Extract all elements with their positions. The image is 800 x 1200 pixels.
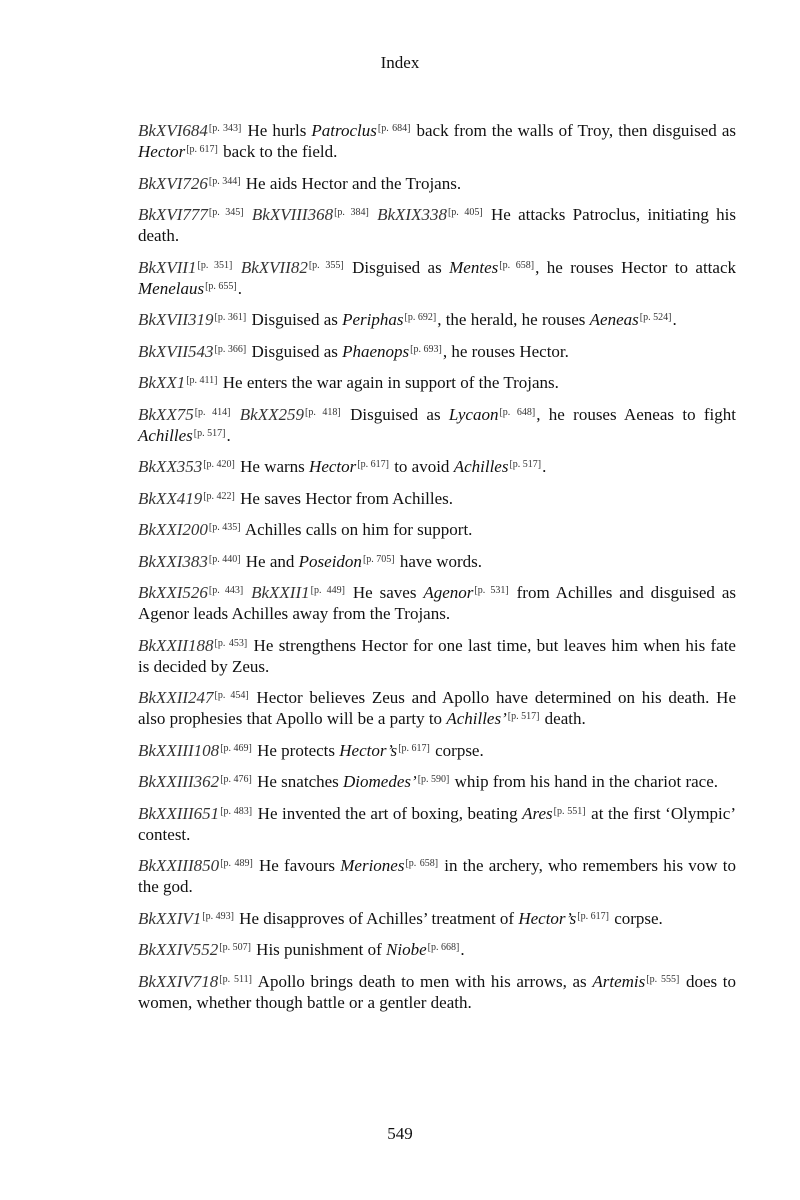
index-entry xyxy=(138,908,736,929)
page-reference[interactable]: [p. 366] xyxy=(214,343,247,355)
index-entry xyxy=(138,257,736,299)
page-reference[interactable]: [p. 705] xyxy=(362,553,395,565)
entry-text: corpse. xyxy=(609,908,663,928)
entry-text: He protects xyxy=(252,740,340,760)
index-entries xyxy=(138,120,736,1023)
page-reference[interactable]: [p. 617] xyxy=(577,910,609,922)
book-line-reference[interactable]: BkXXI383 xyxy=(138,551,208,571)
entry-text: . xyxy=(542,457,547,476)
page-reference[interactable]: [p. 344] xyxy=(208,175,241,187)
italic-name: Periphas xyxy=(342,310,404,329)
page-reference[interactable]: [p. 590] xyxy=(417,774,450,785)
entry-text: Apollo brings death to men with his arrows, as xyxy=(252,971,593,991)
book-line-reference[interactable]: BkXX353 xyxy=(138,457,203,476)
page-reference[interactable]: [p. 617] xyxy=(186,144,218,155)
book-line-reference[interactable]: BkXXIII850 xyxy=(138,856,220,875)
entry-text: He disapproves of Achilles’ treatment of xyxy=(234,908,519,928)
entry-text: He aids Hector and the Trojans. xyxy=(241,173,462,193)
entry-text: , he rouses Hector. xyxy=(442,341,569,361)
index-entry xyxy=(138,488,736,509)
entry-text xyxy=(245,205,252,224)
book-line-reference[interactable]: BkXVI777 xyxy=(138,205,208,224)
book-line-reference[interactable]: BkXVIII368 xyxy=(251,205,334,224)
page-reference[interactable]: [p. 551] xyxy=(553,805,586,817)
index-entry xyxy=(138,204,736,246)
page-reference[interactable]: [p. 469] xyxy=(220,742,252,754)
italic-name: Achilles’ xyxy=(446,709,507,728)
book-line-reference[interactable]: BkXVII82 xyxy=(240,257,308,277)
entry-text: whip from his hand in the chariot race. xyxy=(450,772,719,791)
entry-text: Achilles calls on him for support. xyxy=(241,520,473,539)
index-entry xyxy=(138,939,736,960)
entry-text: , he rouses Hector to attack xyxy=(535,257,736,277)
italic-name: Agenor xyxy=(423,583,474,602)
entry-text: He warns xyxy=(235,457,310,476)
page-reference[interactable]: [p. 440] xyxy=(208,553,241,565)
entry-text: , he rouses Aeneas to fight xyxy=(536,404,737,424)
index-entry xyxy=(138,551,736,572)
page-reference[interactable]: [p. 658] xyxy=(405,858,439,869)
page-reference[interactable]: [p. 345] xyxy=(208,207,244,218)
entry-text: back from the walls of Troy, then disguised as xyxy=(411,121,736,140)
italic-name: Phaenops xyxy=(342,341,410,361)
page-reference[interactable]: [p. 405] xyxy=(447,207,483,218)
entry-text: . xyxy=(237,278,243,298)
book-line-reference[interactable]: BkXX419 xyxy=(138,488,203,508)
page-reference[interactable]: [p. 493] xyxy=(202,910,234,922)
index-entry xyxy=(138,971,736,1013)
page-reference[interactable]: [p. 351] xyxy=(197,259,233,271)
page-number: 549 xyxy=(387,1124,413,1143)
italic-name: Artemis xyxy=(592,971,646,991)
book-line-reference[interactable]: BkXX259 xyxy=(239,404,304,424)
italic-name: Ares xyxy=(522,803,553,823)
entry-text: Disguised as xyxy=(341,404,449,424)
page-reference[interactable]: [p. 555] xyxy=(646,973,680,985)
entry-text: Disguised as xyxy=(247,310,343,329)
page-reference[interactable]: [p. 422] xyxy=(203,490,235,502)
italic-name: Menelaus xyxy=(138,278,205,298)
book-line-reference[interactable]: BkXVII543 xyxy=(138,341,214,361)
page-reference[interactable]: [p. 684] xyxy=(377,123,411,134)
book-line-reference[interactable]: BkXVI684 xyxy=(138,121,208,140)
index-entry xyxy=(138,173,736,194)
page-reference[interactable]: [p. 384] xyxy=(334,207,369,218)
entry-text: His punishment of xyxy=(251,940,387,959)
entry-text xyxy=(231,405,239,424)
italic-name: Diomedes’ xyxy=(343,772,417,791)
page-reference[interactable]: [p. 411] xyxy=(186,375,218,386)
book-line-reference[interactable]: BkXXIV718 xyxy=(138,971,219,991)
italic-name: Meriones xyxy=(340,856,405,875)
book-line-reference[interactable]: BkXXI200 xyxy=(138,520,208,539)
page-reference[interactable]: [p. 524] xyxy=(639,312,672,323)
entry-text: He snatches xyxy=(252,772,344,791)
page-reference[interactable]: [p. 443] xyxy=(208,585,244,596)
page-reference[interactable]: [p. 355] xyxy=(308,259,344,271)
entry-text: He enters the war again in support of the Trojans. xyxy=(218,373,559,392)
entry-text: have words. xyxy=(395,551,483,571)
index-entry xyxy=(138,803,736,845)
index-entry xyxy=(138,855,736,897)
entry-text: He invented the art of boxing, beating xyxy=(253,803,523,823)
index-entry xyxy=(138,404,736,446)
book-line-reference[interactable]: BkXVII319 xyxy=(138,310,214,329)
italic-name: Niobe xyxy=(386,940,427,959)
entry-text xyxy=(233,258,240,277)
page-reference[interactable]: [p. 361] xyxy=(214,312,247,323)
entry-text: death. xyxy=(540,709,586,728)
italic-name: Mentes xyxy=(449,257,499,277)
italic-name: Hector’s xyxy=(339,740,398,760)
entry-text: at the first ‘Olympic’ contest. xyxy=(138,803,736,844)
entry-text: He and xyxy=(241,551,299,571)
book-line-reference[interactable]: BkXXII247 xyxy=(138,688,214,707)
entry-text: . xyxy=(226,425,231,445)
italic-name: Poseidon xyxy=(298,551,362,571)
page-reference[interactable]: [p. 517] xyxy=(509,459,542,470)
italic-name: Achilles xyxy=(138,425,193,445)
page-reference[interactable]: [p. 507] xyxy=(219,942,251,953)
entry-text: Disguised as xyxy=(247,341,343,361)
index-entry xyxy=(138,635,736,677)
page-header: Index xyxy=(380,53,420,72)
page-reference[interactable]: [p. 668] xyxy=(427,942,460,953)
entry-text: He saves Hector from Achilles. xyxy=(235,488,454,508)
index-entry xyxy=(138,341,736,362)
book-line-reference[interactable]: BkXXII188 xyxy=(138,635,214,655)
italic-name: Hector xyxy=(309,457,357,476)
entry-text: He strengthens Hector for one last time, but leaves him when his fate is decided by Zeus. xyxy=(138,635,736,676)
entry-text: Hector believes Zeus and Apollo have determined on his death. He also prophesies that Apollo will be a party to xyxy=(138,688,736,728)
page-reference[interactable]: [p. 420] xyxy=(203,459,235,470)
entry-text: corpse. xyxy=(430,740,484,760)
page-reference[interactable]: [p. 435] xyxy=(208,522,241,533)
book-line-reference[interactable]: BkXVI726 xyxy=(138,173,208,193)
index-entry xyxy=(138,771,736,792)
book-line-reference[interactable]: BkXVII1 xyxy=(138,257,197,277)
index-entry xyxy=(138,372,736,393)
index-entry xyxy=(138,120,736,162)
book-line-reference[interactable]: BkXIX338 xyxy=(377,205,447,224)
entry-text: He favours xyxy=(253,856,341,875)
entry-text: He saves xyxy=(345,583,424,602)
entry-text: He hurls xyxy=(242,121,312,140)
page-reference[interactable]: [p. 449] xyxy=(310,585,345,596)
entry-text: Disguised as xyxy=(344,257,450,277)
page-reference[interactable]: [p. 655] xyxy=(205,280,237,292)
italic-name: Lycaon xyxy=(448,404,499,424)
italic-name: Hector’s xyxy=(518,908,577,928)
book-line-reference[interactable]: BkXX75 xyxy=(138,404,194,424)
entry-text: . xyxy=(672,310,677,329)
entry-text: does to women, whether though battle or a gentler death. xyxy=(138,971,737,1012)
index-entry xyxy=(138,687,736,729)
entry-text: He attacks Patroclus, initiating his death. xyxy=(138,205,736,245)
index-entry xyxy=(138,456,736,477)
entry-text: back to the field. xyxy=(218,142,338,161)
book-line-reference[interactable]: BkXXI526 xyxy=(138,583,208,602)
page-reference[interactable]: [p. 692] xyxy=(404,312,437,323)
book-line-reference[interactable]: BkXXIII651 xyxy=(138,803,220,823)
entry-text: to avoid xyxy=(389,457,454,476)
book-line-reference[interactable]: BkXX1 xyxy=(138,373,186,392)
page-reference[interactable]: [p. 454] xyxy=(214,690,249,701)
page-reference[interactable]: [p. 343] xyxy=(208,123,242,134)
page-reference[interactable]: [p. 489] xyxy=(220,858,253,869)
italic-name: Achilles xyxy=(453,457,509,476)
page-reference[interactable]: [p. 483] xyxy=(220,805,253,817)
entry-text: . xyxy=(460,940,465,959)
page-reference[interactable]: [p. 531] xyxy=(474,585,509,596)
book-line-reference[interactable]: BkXXIV552 xyxy=(138,940,219,959)
italic-name: Patroclus xyxy=(311,121,377,140)
page-reference[interactable]: [p. 658] xyxy=(499,259,535,271)
page-reference[interactable]: [p. 693] xyxy=(410,343,442,355)
entry-text: from Achilles and disguised as Agenor leads Achilles away from the Trojans. xyxy=(138,583,736,623)
entry-text: , the herald, he rouses xyxy=(437,310,590,329)
page-reference[interactable]: [p. 617] xyxy=(357,459,389,470)
italic-name: Hector xyxy=(138,142,186,161)
entry-text xyxy=(370,205,377,224)
page-reference[interactable]: [p. 511] xyxy=(219,973,252,985)
page-reference[interactable]: [p. 476] xyxy=(220,774,252,785)
page-reference[interactable]: [p. 418] xyxy=(305,406,341,418)
index-entry xyxy=(138,740,736,761)
entry-text: in the archery, who remembers his vow to the god. xyxy=(138,856,736,896)
page-reference[interactable]: [p. 617] xyxy=(398,742,430,754)
index-entry xyxy=(138,582,736,624)
index-entry xyxy=(138,519,736,540)
page-reference[interactable]: [p. 414] xyxy=(194,406,231,418)
page-reference[interactable]: [p. 517] xyxy=(193,427,226,439)
book-line-reference[interactable]: BkXXIII362 xyxy=(138,772,220,791)
page-reference[interactable]: [p. 648] xyxy=(499,406,536,418)
index-entry xyxy=(138,309,736,330)
italic-name: Aeneas xyxy=(589,310,639,329)
page-reference[interactable]: [p. 517] xyxy=(507,711,540,722)
book-line-reference[interactable]: BkXXIII108 xyxy=(138,740,220,760)
book-line-reference[interactable]: BkXXII1 xyxy=(251,583,310,602)
book-line-reference[interactable]: BkXXIV1 xyxy=(138,908,202,928)
page-reference[interactable]: [p. 453] xyxy=(214,637,248,649)
